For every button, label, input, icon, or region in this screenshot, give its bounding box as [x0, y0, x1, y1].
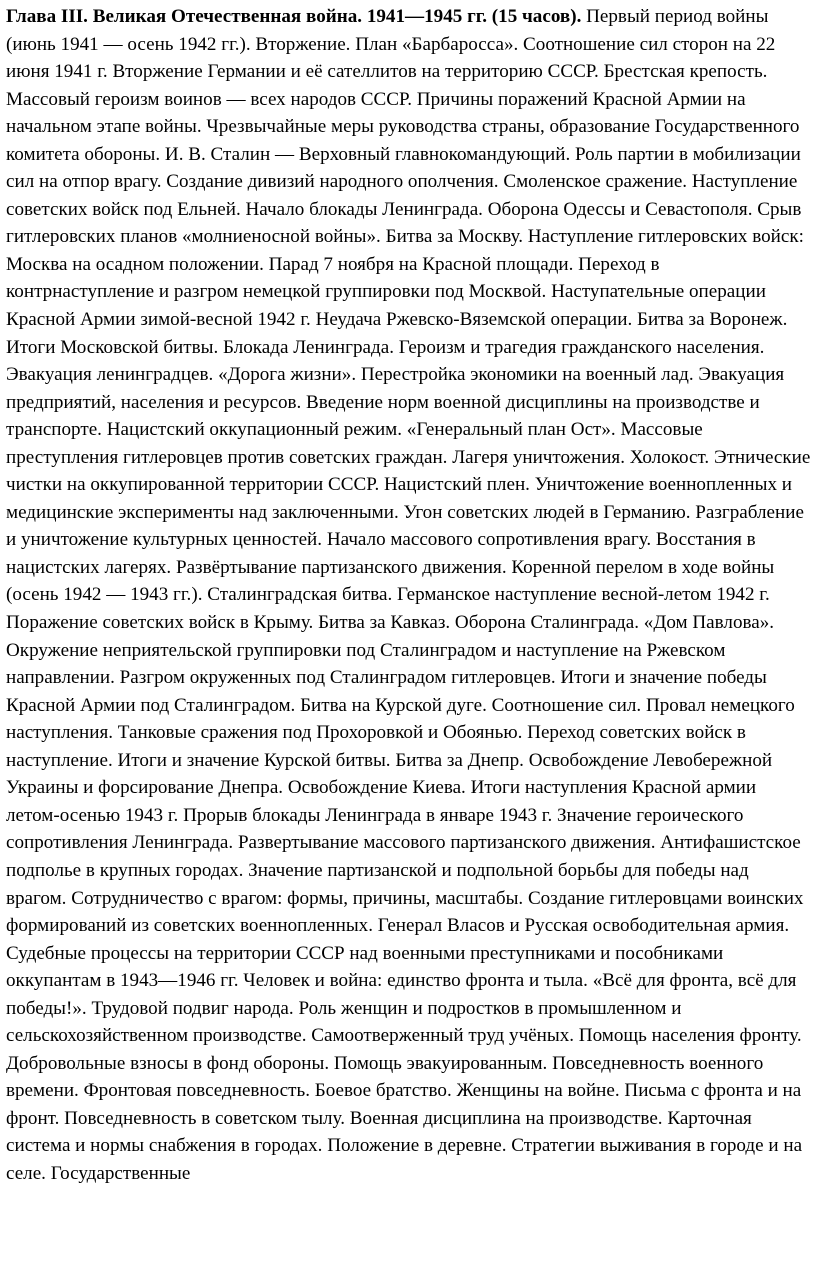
chapter-body-text: Первый период войны (июнь 1941 — осень 1942 гг.). Вторжение. План «Барбаросса». Соотношение сил сторон на 22 июня 1941 г. Вторжение Германии и её сателлитов на территорию СССР. Брестская крепость. Массовый героизм воинов — всех народов СССР. Причины поражений Красной Армии на начальном этапе войны. Чрезвычайные меры руководства страны, образование Государственного комитета обороны. И. В. Сталин — Верховный главнокомандующий. Роль партии в мобилизации сил на отпор врагу. Создание дивизий народного ополчения. Смоленское сражение. Наступление советских войск под Ельней. Начало блокады Ленинграда. Оборона Одессы и Севастополя. Срыв гитлеровских планов «молниеносной войны». Битва за Москву. Наступление гитлеровских войск: Москва на осадном положении. Парад 7 ноября на Красной площади. Переход в контрнаступление и разгром немецкой группировки под Москвой. Наступательные операции Красной Армии зимой-весной 1942 г. Неудача Ржевско-Вяземской операции. Битва за Воронеж. Итоги Московской битвы. Блокада Ленинграда. Героизм и трагедия гражданского населения. Эвакуация ленинградцев. «Дорога жизни». Перестройка экономики на военный лад. Эвакуация предприятий, населения и ресурсов. Введение норм военной дисциплины на производстве и транспорте. Нацистский оккупационный режим. «Генеральный план Ост». Массовые преступления гитлеровцев против советских граждан. Лагеря уничтожения. Холокост. Этнические чистки на оккупированной территории СССР. Нацистский плен. Уничтожение военнопленных и медицинские эксперименты над заключенными. Угон советских людей в Германию. Разграбление и уничтожение культурных ценностей. Начало массового сопротивления врагу. Восстания в нацистских лагерях. Развёртывание партизанского движения. Коренной перелом в ходе войны (осень 1942 — 1943 гг.). Сталинградская битва. Германское наступление весной-летом 1942 г. Поражение советских войск в Крыму. Битва за Кавказ. Оборона Сталинграда. «Дом Павлова». Окружение неприятельской группировки под Сталинградом и наступление на Ржевском направлении. Разгром окруженных под Сталинградом гитлеровцев. Итоги и значение победы Красной Армии под Сталинградом. Битва на Курской дуге. Соотношение сил. Провал немецкого наступления. Танковые сражения под Прохоровкой и Обоянью. Переход советских войск в наступление. Итоги и значение Курской битвы. Битва за Днепр. Освобождение Левобережной Украины и форсирование Днепра. Освобождение Киева. Итоги наступления Красной армии летом-осенью 1943 г. Прорыв блокады Ленинграда в январе 1943 г. Значение героического сопротивления Ленинграда. Развертывание массового партизанского движения. Антифашистское подполье в крупных городах. Значение партизанской и подпольной борьбы для победы над врагом. Сотрудничество с врагом: формы, причины, масштабы. Создание гитлеровцами воинских формирований из советских военнопленных. Генерал Власов и Русская освободительная армия. Судебные процессы на территории СССР над военными преступниками и пособниками оккупантам в 1943—1946 гг. Человек и война: единство фронта и тыла. «Всё для фронта, всё для победы!». Трудовой подвиг народа. Роль женщин и подростков в промышленном и сельскохозяйственном производстве. Самоотверженный труд учёных. Помощь населения фронту. Добровольные взносы в фонд обороны. Помощь эвакуированным. Повседневность военного времени. Фронтовая повседневность. Боевое братство. Женщины на войне. Письма с фронта и на фронт. Повседневность в советском тылу. Военная дисциплина на производстве. Карточная система и нормы снабжения в городах. Положение в деревне. Стратегии выживания в городе и на селе. Государственные: [6, 6, 811, 1184]
chapter-heading: Глава III. Великая Отечественная война. 1941—1945 гг. (15 часов).: [6, 6, 582, 27]
document-paragraph: [6, 3, 812, 1188]
